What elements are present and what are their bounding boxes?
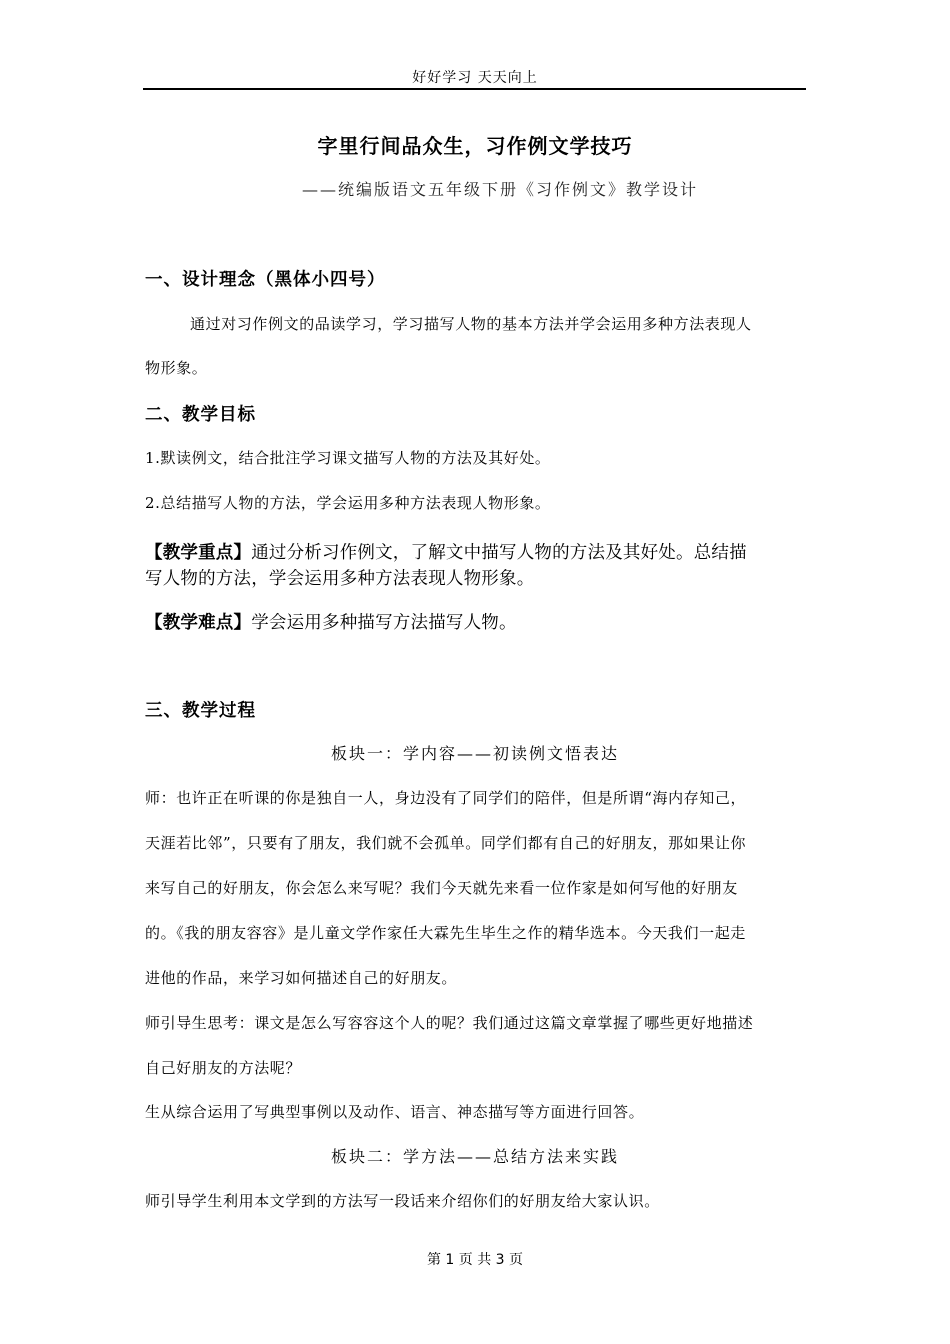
header-divider	[143, 88, 806, 90]
block-title: 板块一：学内容——初读例文悟表达	[330, 744, 619, 763]
concept-paragraph-line: 通过对习作例文的品读学习，学习描写人物的基本方法并学会运用多种方法表现人	[190, 315, 752, 333]
goal-item: 2.总结描写人物的方法，学会运用多种方法表现人物形象。	[145, 494, 551, 512]
block-title: 板块二：学方法——总结方法来实践	[330, 1147, 619, 1166]
paragraph-line: 自己好朋友的方法呢？	[145, 1059, 302, 1077]
section-heading-process: 三、教学过程	[145, 701, 256, 721]
paragraph-line: 师引导学生利用本文学到的方法写一段话来介绍你们的好朋友给大家认识。	[145, 1192, 660, 1210]
difficulty-text: 学会运用多种描写方法描写人物。	[251, 613, 517, 633]
page-footer: 第 1 页 共 3 页	[426, 1252, 524, 1268]
section-heading-goals: 二、教学目标	[145, 405, 256, 425]
page-header: 好好学习 天天向上	[412, 70, 538, 86]
difficulty-label: 【教学难点】	[145, 613, 252, 633]
paragraph-line: 来写自己的好朋友，你会怎么来写呢？我们今天就先来看一位作家是如何写他的好朋友	[145, 879, 738, 897]
document-title: 字里行间品众生，习作例文学技巧	[317, 134, 633, 158]
key-point-label: 【教学重点】	[145, 543, 252, 563]
key-point-text: 通过分析习作例文，了解文中描写人物的方法及其好处。总结描	[251, 543, 747, 563]
paragraph-line: 进他的作品，来学习如何描述自己的好朋友。	[145, 969, 458, 987]
difficulty-line	[145, 610, 807, 636]
paragraph-line: 师：也许正在听课的你是独自一人，身边没有了同学们的陪伴，但是所谓“海内存知己，	[145, 789, 747, 807]
paragraph-line: 的。《我的朋友容容》是儿童文学作家任大霖先生毕生之作的精华选本。今天我们一起走	[145, 924, 746, 942]
section-heading-concept: 一、设计理念（黑体小四号）	[145, 270, 386, 290]
document-subtitle: ——统编版语文五年级下册《习作例文》教学设计	[301, 180, 698, 199]
key-point-line	[145, 540, 807, 566]
paragraph-line: 天涯若比邻”，只要有了朋友，我们就不会孤单。同学们都有自己的好朋友，那如果让你	[145, 834, 747, 852]
paragraph-line: 生从综合运用了写典型事例以及动作、语言、神态描写等方面进行回答。	[145, 1103, 645, 1121]
goal-item: 1.默读例文，结合批注学习课文描写人物的方法及其好处。	[145, 449, 551, 467]
paragraph-line: 师引导生思考：课文是怎么写容容这个人的呢？我们通过这篇文章掌握了哪些更好地描述	[145, 1014, 754, 1032]
concept-paragraph-line: 物形象。	[145, 359, 208, 377]
key-point-line: 写人物的方法，学会运用多种方法表现人物形象。	[145, 569, 535, 589]
